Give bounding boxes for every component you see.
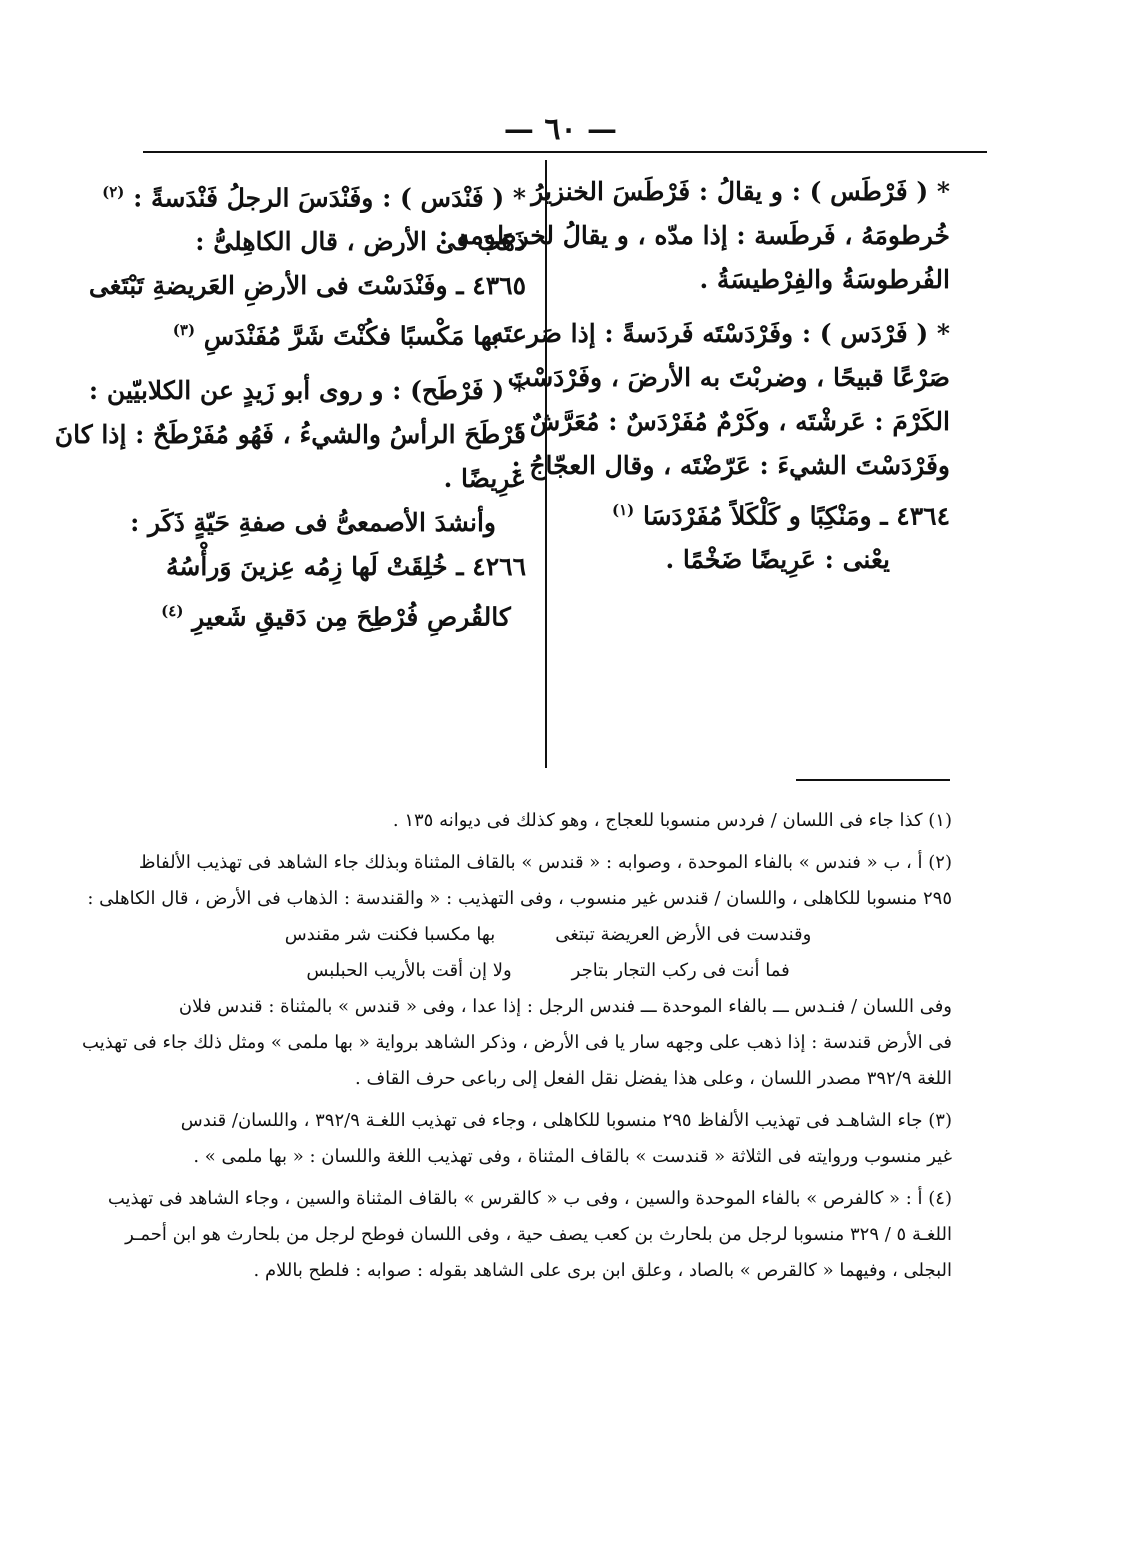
footnote-line: وفى اللسان / فنـدس ـــ بالفاء الموحدة ـــ فندس الرجل : إذا عدا ، وفى « قندس » بالمثناة : قندس فلان: [178, 996, 952, 1017]
verse-text: كالقُرصِ فُرْطِحَ مِن دَقيقِ شَعيرِ: [192, 601, 511, 631]
footnote-marker: (١): [611, 501, 635, 519]
entry-head-text: * ( فَنْدَس ) : وفَنْدَسَ الرجلُ فَنْدَسةً :: [133, 183, 526, 213]
right-column: [438, 170, 950, 592]
text-line: وأنشدَ الأصمعىُّ فى صفةِ حَيّةٍ ذَكَر :: [130, 507, 496, 537]
text-line: [102, 170, 526, 220]
footnote-line: اللغـة ٥ / ٣٢٩ منسوبا لرجل من بلحارث بن كعب يصف حية ، وفى اللسان فوطح لرجل من بلحارث هو ابن أحمـر: [125, 1224, 952, 1245]
text-line: عَرِيضًا .: [443, 463, 526, 493]
entry-fartas: [438, 170, 950, 302]
quoted-verse: [144, 953, 952, 989]
footnote-line: اللغة ٣٩٢/٩ مصدر اللسان ، وعلى هذا يفضل نقل الفعل إلى رباعى حرف القاف .: [355, 1068, 952, 1089]
entry-fartah: [54, 369, 526, 639]
hemistich: ولا إن أقت بالأريب الحبلبس: [306, 960, 512, 981]
footnote-4: [107, 1181, 952, 1289]
footnote-marker: (٤): [161, 601, 184, 620]
footnotes: [82, 803, 952, 1295]
hemistich: فما أنت فى ركب التجار بتاجر: [571, 960, 790, 981]
footnote-line: البجلى ، وفيهما « كالقرص » بالصاد ، وعلق ابن برى على الشاهد بقوله : صوابه : فلطح باللام .: [253, 1260, 952, 1281]
verse-line: ٤٢٦٦ ـ خُلِقَتْ لَها زِمُه عِزينَ وَرأْسُهُ: [166, 551, 526, 581]
entry-fardas: [491, 312, 950, 582]
page-number: — ٦٠ —: [503, 112, 618, 147]
verse-text: بها مَكْسبًا فكُنْتَ شَرَّ مُفَنْدَسِ: [203, 321, 500, 351]
verse-line: [146, 308, 526, 358]
text-line: الكَرْمَ : عَرشْتَه ، وكَرْمٌ مُفَرْدَسٌ : مُعَرَّشٌ ،: [513, 407, 950, 436]
footnote-marker: (٢): [102, 183, 125, 201]
left-column: [54, 170, 526, 649]
footnote-line: (٤) أ : « كالفرص » بالفاء الموحدة والسين ، وفى ب « كالقرس » بالقاف المثناة والسين ، وجاء الشاهد فى تهذيب: [107, 1188, 952, 1209]
verse-line: [556, 488, 950, 538]
footnote-rule: [796, 779, 950, 781]
text-line: وفَرْدَسْتَ الشيءَ : عَرّضْتَه ، وقال العجّاجُ :: [511, 451, 950, 480]
text-line: الفُرطوسَةُ والفِرْطيسَةُ .: [699, 265, 950, 294]
text-line: * ( فَرْطَس ) : و يقالُ : فَرْطَسَ الخنزيرُ: [531, 177, 950, 206]
footnote-line: (٣) جاء الشاهـد فى تهذيب الألفاظ ٢٩٥ منسوبا للكاهلى ، وجاء فى تهذيب اللغـة ٣٩٢/٩ ، واللسان/ قندس: [180, 1110, 952, 1131]
footnote-marker: (٣): [172, 321, 196, 340]
text-line: فَرْطَحَ الرأسُ والشيءُ ، فَهُو مُفَرْطَحٌ : إذا كانَ: [54, 419, 526, 449]
footnote-line: (١) كذا جاء فى اللسان / فردس منسوبا للعجاج ، وهو كذلك فى ديوانه ١٣٥ .: [392, 810, 952, 831]
text-line: يعْنى : عَرِيضًا ضَخْمًا .: [665, 545, 890, 575]
footnote-line: غير منسوب وروايته فى الثلاثة « قندست » بالقاف المثناة ، وفى تهذيب اللغة واللسان : « بها ملمى » .: [193, 1146, 952, 1167]
footnote-line: فى الأرض قندسة : إذا ذهب على وجهه سار يا فى الأرض ، وذكر الشاهد برواية « بها ملمى » ومثل ذلك جاء فى تهذيب: [82, 1032, 952, 1053]
hemistich: وقندست فى الأرض العريضة تبتغى: [555, 924, 812, 945]
text-line: * ( فَرْطَح) : و روى أبو زَيدٍ عن الكلابيّين :: [88, 375, 526, 405]
text-line: * ( فَرْدَس ) : وفَرْدَسْتَه فَردَسةً : إذا صَرعتَه: [491, 319, 950, 348]
footnote-line: (٢) أ ، ب « فندس » بالفاء الموحدة ، وصوابه : « قندس » بالقاف المثناة وبذلك جاء الشاهد فى تهذيب الألفاظ: [138, 852, 952, 873]
footnote-3: [144, 1103, 952, 1175]
footnote-1: [144, 803, 952, 839]
entry-fandas: [88, 170, 526, 359]
verse-line: [146, 589, 526, 639]
hemistich: بها مكسبا فكنت شر مقندس: [284, 924, 496, 945]
verse-text: ٤٣٦٤ ـ ومَنْكِبًا و كَلْكَلاً مُفَرْدَسَا: [642, 501, 950, 531]
verse-line: ٤٣٦٥ ـ وفَنْدَسْتَ فى الأرضِ العَريضةِ تَبْتَغى: [88, 271, 526, 301]
footnote-2: [82, 845, 952, 1097]
header-rule: [143, 151, 987, 153]
text-line: ذَهَبَ فى الأرض ، قال الكاهِلىُّ :: [195, 227, 526, 257]
quoted-verse: [144, 917, 952, 953]
text-line: صَرْعًا قبيحًا ، وضربْتَ به الأرضَ ، وفَرْدَسْتَ: [507, 363, 950, 392]
text-line: خُرطومَهُ ، فَرطَسة : إذا مدّه ، و يقالُ لخرطومه :: [438, 221, 950, 250]
footnote-line: ٢٩٥ منسوبا للكاهلى ، واللسان / قندس غير منسوب ، وفى التهذيب : « والقندسة : الذهاب فى الأرض ، قال الكاهلى :: [87, 888, 952, 909]
